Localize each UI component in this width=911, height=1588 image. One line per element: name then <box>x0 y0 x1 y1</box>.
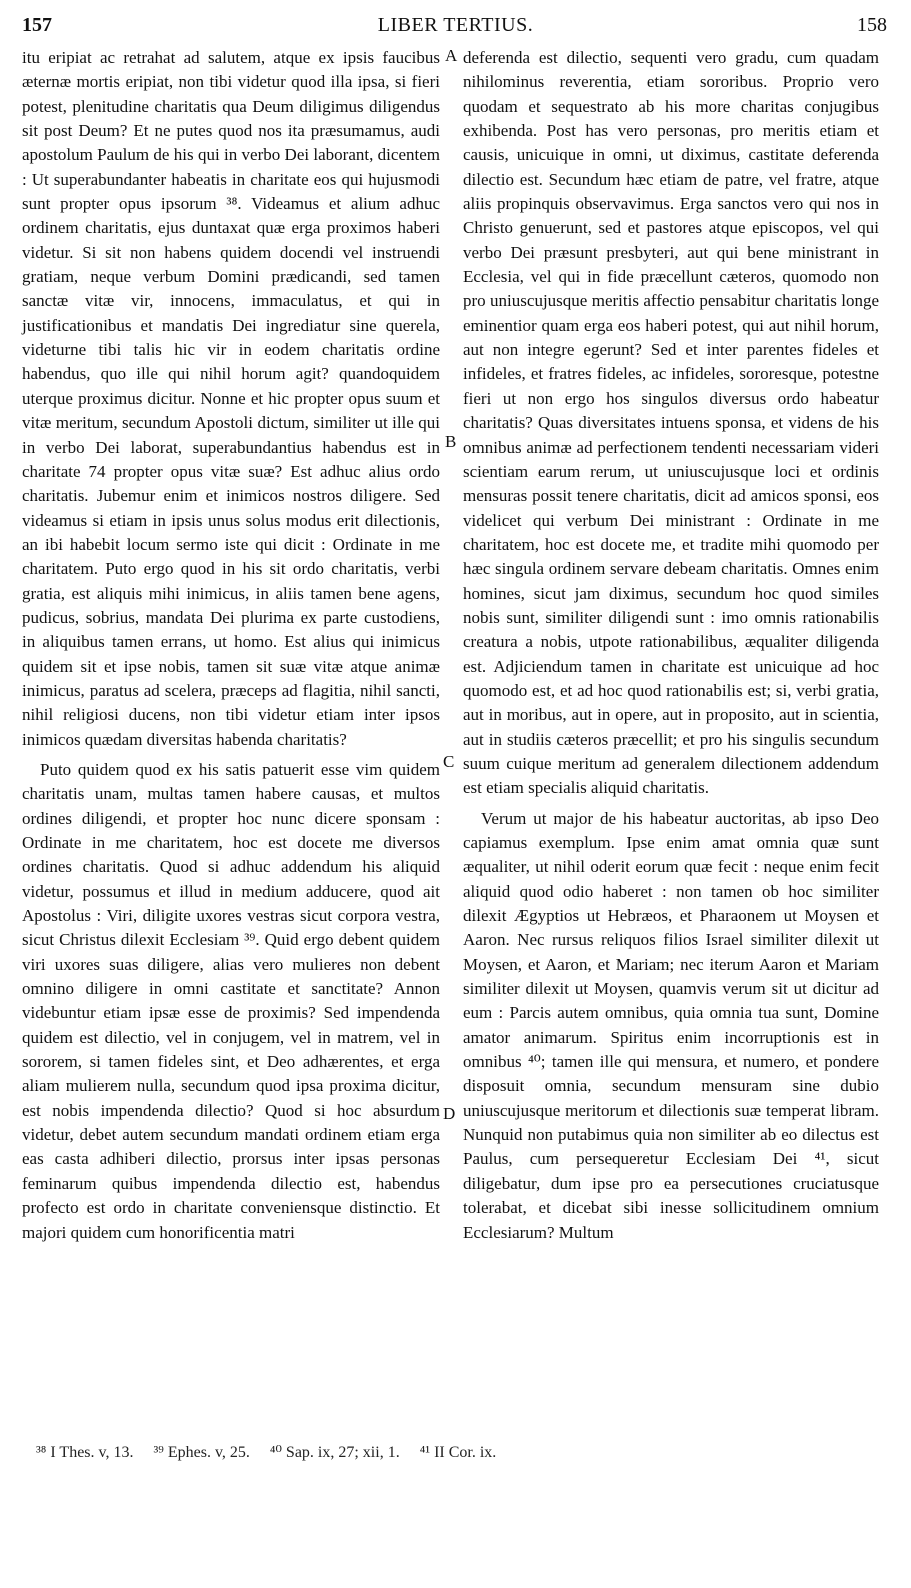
footnote-41: ⁴¹ II Cor. ix. <box>419 1444 497 1461</box>
page-number-right: 158 <box>857 14 887 36</box>
left-paragraph-2: Puto quidem quod ex his satis patuerit esse vim quidem charitatis unam, multas tamen habere causas, et multos ordines diligendi, et propter hoc nunc dicere sponsam : Ordinate in me charitatem, hoc est docete me diversos ordines charitatis. Quod si adhuc addendum his aliquid videtur, possumus et illud in medium adducere, quod ait Apostolus : Viri, diligite uxores vestras sicut corpora vestra, sicut Christus dilexit Ecclesiam ³⁹. Quid ergo debent quidem viri uxores suas diligere, alias vero mulieres non debent omnino diligere in omni castitate et sanctitate? Annon videbuntur etiam ipsæ esse de proximis? Sed impendenda quidem est dilectio, vel in conjugem, vel in matrem, vel in sororem, si tamen fideles sint, et Deo adhærentes, et erga aliam mulierem nulla, secundum quod ipsa proxima dicitur, est nobis impendenda dilectio? Quod si hoc absurdum videtur, debet autem secundum mandati ordinem etiam erga eas casta adhiberi dilectio, prorsus inter ipsas personas feminarum quibus impendenda dilectio est, habendus profecto est ordo in charitate conveniensque distinctio. Et majori quidem cum honorificentia matri <box>22 759 440 1242</box>
footnote-40: ⁴⁰ Sap. ix, 27; xii, 1. <box>269 1444 400 1461</box>
left-column <box>22 46 440 1245</box>
left-paragraph-1: itu eripiat ac retrahat ad salutem, atque ex ipsis faucibus æternæ mortis eripiat, non tibi videtur quod illa ipsa, si fieri potest, plenitudine charitatis qua Deum diligimus diligendus sit post Deum? Et ne putes quod nos ita præsumamus, audi apostolum Paulum de his qui in verbo Dei laborant, dicentem : Ut superabundanter habeatis in charitate eos qui hujusmodi sunt propter opus ipsorum ³⁸. Videamus et alium adhuc ordinem charitatis, ejus duntaxat quæ erga proximos haberi videtur. Si sit non habens quidem docendi vel instruendi gratiam, neque verbum Domini prædicandi, sed tamen sanctæ vitæ vir, innocens, immaculatus, et qui in justificationibus et mandatis Dei ingrediatur sine querela, videturne tibi talis hic vir in eodem charitatis ordine habendus, quo ille qui nihil horum agit? quandoquidem uterque proximus dicitur. Nonne et hic propter opus suum et vitæ meritum, secundum Apostoli dictum, similiter ut ille qui in verbo Dei laborat, superabundantius habendus est in charitate 74 propter opus vitæ suæ? Est adhuc alius ordo charitatis. Jubemur enim et inimicos nostros diligere. Sed videamus si etiam in ipsis unus solus modus erit dilectionis, an ibi habebit locum sermo iste qui dicit : Ordinate in me charitatem. Puto ergo quod in his sit ordo charitatis, verbi gratia, est aliquis mihi inimicus, in aliis tamen bene agens, pudicus, sobrius, mandata Dei plurima ex parte custodiens, in aliquibus tamen errans, ut homo. Est alius qui inimicus quidem sit et ipse nobis, tamen sit suæ vitæ atque animæ inimicus, paratus ad scelera, præceps ad flagitia, nihil sancti, nihil religiosi ducens, non tibi videtur etiam inter ipsos inimicos quædam diversitas habenda charitatis? <box>22 48 440 749</box>
margin-marker-c: C <box>443 752 455 771</box>
right-paragraph-1: deferenda est dilectio, sequenti vero gradu, cum quadam nihilominus reverentia, etiam sororibus. Proprio vero quodam et sequestrato ab his more charitas conjugibus exhibenda. Post has vero personas, pro meritis etiam et causis, unicuique in omni, ut diximus, castitate deferenda dilectio est. Secundum hæc etiam de patre, vel fratre, atque aliis propinquis observavimus. Erga sanctos vero qui nos in Christo genuerunt, sed et pastores atque episcopos, vel qui verbo Dei præsunt presbyteri, aut qui bene ministrant in Ecclesia, vel qui in fide præcellunt cæteros, quomodo non pro uniuscujusque meritis affectio pensabitur charitatis longe eminentior quam erga eos haberi potest, qui aut nihil horum, aut non integre egerunt? Sed et inter parentes fideles et infideles, et fratres fideles, ac infideles, sororesque, potestne fieri ut non ergo hos singulos diversus ordo habeatur charitatis? Quas diversitates intuens sponsa, et videns de his omnibus animæ ad perfectionem tendenti necessariam videri scientiam earum rerum, ut uniuscujusque loci et ordinis mensuras possit tenere charitatis, dicit ad amicos sponsi, eos videlicet qui verbum Dei ministrant : Ordinate in me charitatem, hoc est docete me, et tradite mihi quomodo per hæc singula ordinem servare debeam charitatis. Omnes enim homines, sicut jam diximus, secundum hoc quod similes nobis sunt, similiter diligendi sunt : imo omnis rationabilis creatura a nobis, utpote rationabilibus, æqualiter diligenda est. Adjiciendum tamen in charitate est unicuique ad hoc quomodo est, et ad hoc quod rationabilis est; si, verbi gratia, aut in moribus, aut in opere, aut in proposito, aut in scientia, aut in studiis cæteros præcellit; et pro his singulis secundum suum cuique meritum ad generalem dilectionem addendum est etiam specialis aliquid charitatis. <box>463 48 879 798</box>
margin-marker-a: A <box>445 46 458 65</box>
margin-marker-b: B <box>445 432 457 451</box>
margin-marker-d: D <box>443 1104 456 1123</box>
footnotes <box>36 1442 896 1462</box>
right-column <box>463 46 879 1245</box>
running-title: LIBER TERTIUS. <box>377 14 534 36</box>
footnote-38: ³⁸ I Thes. v, 13. <box>36 1444 134 1461</box>
page-number-left: 157 <box>22 14 52 36</box>
footnote-39: ³⁹ Ephes. v, 25. <box>153 1444 250 1461</box>
right-paragraph-2: Verum ut major de his habeatur auctoritas, ab ipso Deo capiamus exemplum. Ipse enim amat omnia quæ sunt æqualiter, ut nihil oderit eorum quæ fecit : neque enim fecit aliquid quod odio haberet : non tamen ob hoc similiter dilexit Ægyptios ut Hebræos, et Pharaonem ut Moysen et Aaron. Nec rursus reliquos filios Israel similiter dilexit ut Moysen, et Aaron, et Mariam; nec iterum Aaron et Mariam similiter dilexit ut Moysen, quamvis verum sit ut dicitur ad eum : Parcis autem omnibus, quia omnia tua sunt, Domine amator animarum. Spiritus enim incorruptionis est in omnibus ⁴⁰; tamen ille qui mensura, et numero, et pondere disposuit omnia, secundum mensuram sine dubio uniuscujusque meritorum et dilectionis suæ temperat libram. Nunquid non putabimus quia non similiter ab eo dilectus est Paulus, cum persequeretur Ecclesiam Dei ⁴¹, sicut diligebatur, dum ipse pro ea persecutiones cruciatusque tolerabat, et dicebat sibi inesse sollicitudinem omnium Ecclesiarum? Multum <box>463 808 879 1242</box>
page-header <box>0 8 911 38</box>
